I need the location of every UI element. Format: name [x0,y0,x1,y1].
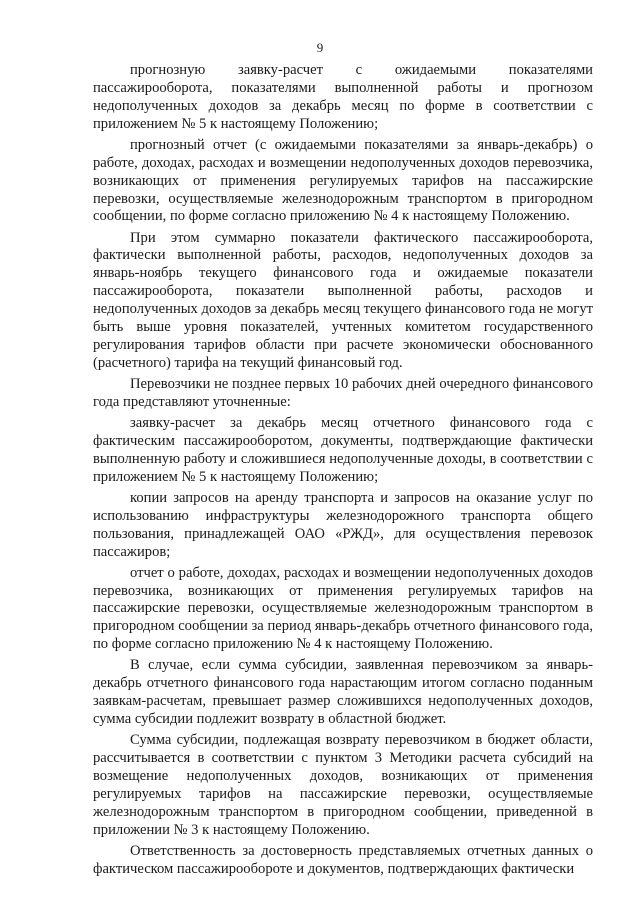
paragraph-december-application: заявку-расчет за декабрь месяц отчетного финансового года с фактическим пассажирооборотом, документы, подтверждающие фактически выполненную работу и сложившиеся недополученные доходы, в соответствии с приложением № 5 к настоящему Положению; [93,414,593,485]
paragraph-request-copies: копии запросов на аренду транспорта и запросов на оказание услуг по использованию инфраструктуры железнодорожного транспорта общего пользования, принадлежащей ОАО «РЖД», для осуществления перевозок пассажиров; [93,489,593,560]
paragraph-carriers-submit: Перевозчики не позднее первых 10 рабочих дней очередного финансового года представляют уточненные: [93,375,593,410]
paragraph-forecast-report: прогнозный отчет (с ожидаемыми показателями за январь-декабрь) о работе, доходах, расходах и возмещении недополученных доходов перевозчика, возникающих от применения регулируемых тарифов на пассажирские перевозки, осуществляемые железнодорожным транспортом в пригородном сообщении, по форме согласно приложению № 4 к настоящему Положению. [93,136,593,225]
paragraph-subsidy-excess: В случае, если сумма субсидии, заявленная перевозчиком за январь-декабрь отчетного финансового года нарастающим итогом согласно поданным заявкам-расчетам, превышает размер сложившихся недополученных доходов, сумма субсидии подлежит возврату в областной бюджет. [93,657,593,728]
paragraph-subsidy-return: Сумма субсидии, подлежащая возврату перевозчиком в бюджет области, рассчитывается в соответствии с пунктом 3 Методики расчета субсидий на возмещение недополученных доходов, возникающих от применения регулируемых тарифов на пассажирские перевозки, осуществляемые железнодорожным транспортом в пригородном сообщении, приведенной в приложении № 3 к настоящему Положению. [93,732,593,838]
document-body [93,62,593,879]
paragraph-annual-report: отчет о работе, доходах, расходах и возмещении недополученных доходов перевозчика, возникающих от применения регулируемых тарифов на пассажирские перевозки, осуществляемые железнодорожным транспортом в пригородном сообщении за период январь-декабрь отчетного финансового года, по форме согласно приложению № 4 к настоящему Положению. [93,564,593,653]
paragraph-forecast-application: прогнозную заявку-расчет с ожидаемыми показателями пассажирооборота, показателями выполненной работы и прогнозом недополученных доходов за декабрь месяц по форме в соответствии с приложением № 5 к настоящему Положению; [93,62,593,132]
paragraph-responsibility: Ответственность за достоверность представляемых отчетных данных о фактическом пассажирообороте и документов, подтверждающих фактически [93,842,593,877]
page-number: 9 [316,40,324,55]
paragraph-indicator-limits: При этом суммарно показатели фактического пассажирооборота, фактически выполненной работы, расходов, недополученных доходов за январь-ноябрь текущего финансового года и ожидаемые показатели пассажирооборота, показатели выполненной работы, расходов и недополученных доходов за декабрь месяц текущего финансового года не могут быть выше уровня показателей, учтенных комитетом государственного регулирования тарифов области при расчете экономически обоснованного (расчетного) тарифа на текущий финансовый год. [93,229,593,371]
